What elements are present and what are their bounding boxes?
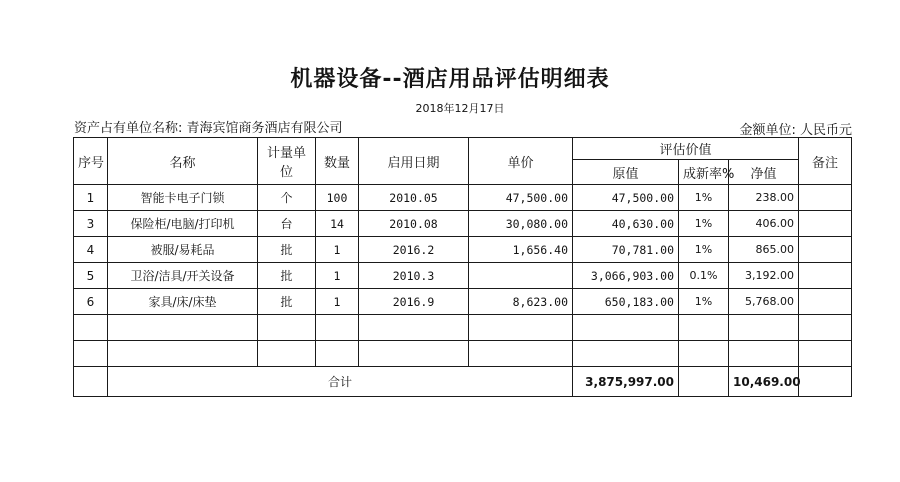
total-remark-cell <box>799 367 852 397</box>
total-original: 3,875,997.00 <box>573 367 679 397</box>
header-unit-price: 单价 <box>469 138 573 185</box>
cell-rate: 1% <box>679 289 729 315</box>
cell-seq: 6 <box>74 289 108 315</box>
cell-rate: 0.1% <box>679 263 729 289</box>
cell-original: 47,500.00 <box>573 185 679 211</box>
header-qty: 数量 <box>316 138 359 185</box>
valuation-table <box>73 137 852 397</box>
header-row-1 <box>74 138 852 160</box>
cell-unit: 个 <box>258 185 316 211</box>
cell-net: 238.00 <box>729 185 799 211</box>
header-original: 原值 <box>573 160 679 185</box>
table-row <box>74 211 852 237</box>
currency-unit-label: 金额单位: 人民币元 <box>739 123 852 138</box>
header-valuation: 评估价值 <box>573 138 799 160</box>
table-row <box>74 263 852 289</box>
header-rate: 成新率% <box>679 160 729 185</box>
table-row <box>74 289 852 315</box>
cell-qty: 1 <box>316 263 359 289</box>
total-label: 合计 <box>108 367 573 397</box>
cell-unit: 批 <box>258 263 316 289</box>
cell-net: 865.00 <box>729 237 799 263</box>
cell-unit: 台 <box>258 211 316 237</box>
total-net: 10,469.00 <box>729 367 799 397</box>
cell-remark <box>799 263 852 289</box>
cell-date: 2010.05 <box>359 185 469 211</box>
header-seq: 序号 <box>74 138 108 185</box>
cell-seq: 1 <box>74 185 108 211</box>
cell-date: 2010.3 <box>359 263 469 289</box>
cell-remark <box>799 237 852 263</box>
table-row <box>74 237 852 263</box>
cell-name: 家具/床/床垫 <box>108 289 258 315</box>
empty-row <box>74 341 852 367</box>
cell-remark <box>799 185 852 211</box>
cell-price <box>469 263 573 289</box>
cell-qty: 1 <box>316 237 359 263</box>
header-remark: 备注 <box>799 138 852 185</box>
cell-remark <box>799 211 852 237</box>
header-start-date: 启用日期 <box>359 138 469 185</box>
cell-name: 保险柜/电脑/打印机 <box>108 211 258 237</box>
cell-qty: 14 <box>316 211 359 237</box>
cell-name: 智能卡电子门锁 <box>108 185 258 211</box>
cell-price: 47,500.00 <box>469 185 573 211</box>
total-row <box>74 367 852 397</box>
cell-original: 40,630.00 <box>573 211 679 237</box>
cell-original: 650,183.00 <box>573 289 679 315</box>
table-row <box>74 185 852 211</box>
cell-unit: 批 <box>258 237 316 263</box>
document-title: 机器设备--酒店用品评估明细表 <box>290 67 610 92</box>
empty-row <box>74 315 852 341</box>
cell-name: 卫浴/洁具/开关设备 <box>108 263 258 289</box>
cell-net: 5,768.00 <box>729 289 799 315</box>
cell-seq: 4 <box>74 237 108 263</box>
owner-unit-label: 资产占有单位名称: 青海宾馆商务酒店有限公司 <box>74 121 343 136</box>
cell-rate: 1% <box>679 211 729 237</box>
cell-qty: 1 <box>316 289 359 315</box>
cell-price: 1,656.40 <box>469 237 573 263</box>
cell-price: 8,623.00 <box>469 289 573 315</box>
cell-net: 406.00 <box>729 211 799 237</box>
header-name: 名称 <box>108 138 258 185</box>
cell-net: 3,192.00 <box>729 263 799 289</box>
cell-seq: 5 <box>74 263 108 289</box>
cell-qty: 100 <box>316 185 359 211</box>
document-date: 2018年12月17日 <box>415 102 505 115</box>
cell-seq: 3 <box>74 211 108 237</box>
cell-date: 2010.08 <box>359 211 469 237</box>
cell-date: 2016.9 <box>359 289 469 315</box>
header-unit: 计量单位 <box>258 138 316 185</box>
cell-price: 30,080.00 <box>469 211 573 237</box>
cell-remark <box>799 289 852 315</box>
cell-original: 70,781.00 <box>573 237 679 263</box>
total-seq-cell <box>74 367 108 397</box>
total-rate-cell <box>679 367 729 397</box>
header-net: 净值 <box>729 160 799 185</box>
cell-rate: 1% <box>679 185 729 211</box>
cell-original: 3,066,903.00 <box>573 263 679 289</box>
cell-date: 2016.2 <box>359 237 469 263</box>
cell-unit: 批 <box>258 289 316 315</box>
cell-name: 被服/易耗品 <box>108 237 258 263</box>
cell-rate: 1% <box>679 237 729 263</box>
